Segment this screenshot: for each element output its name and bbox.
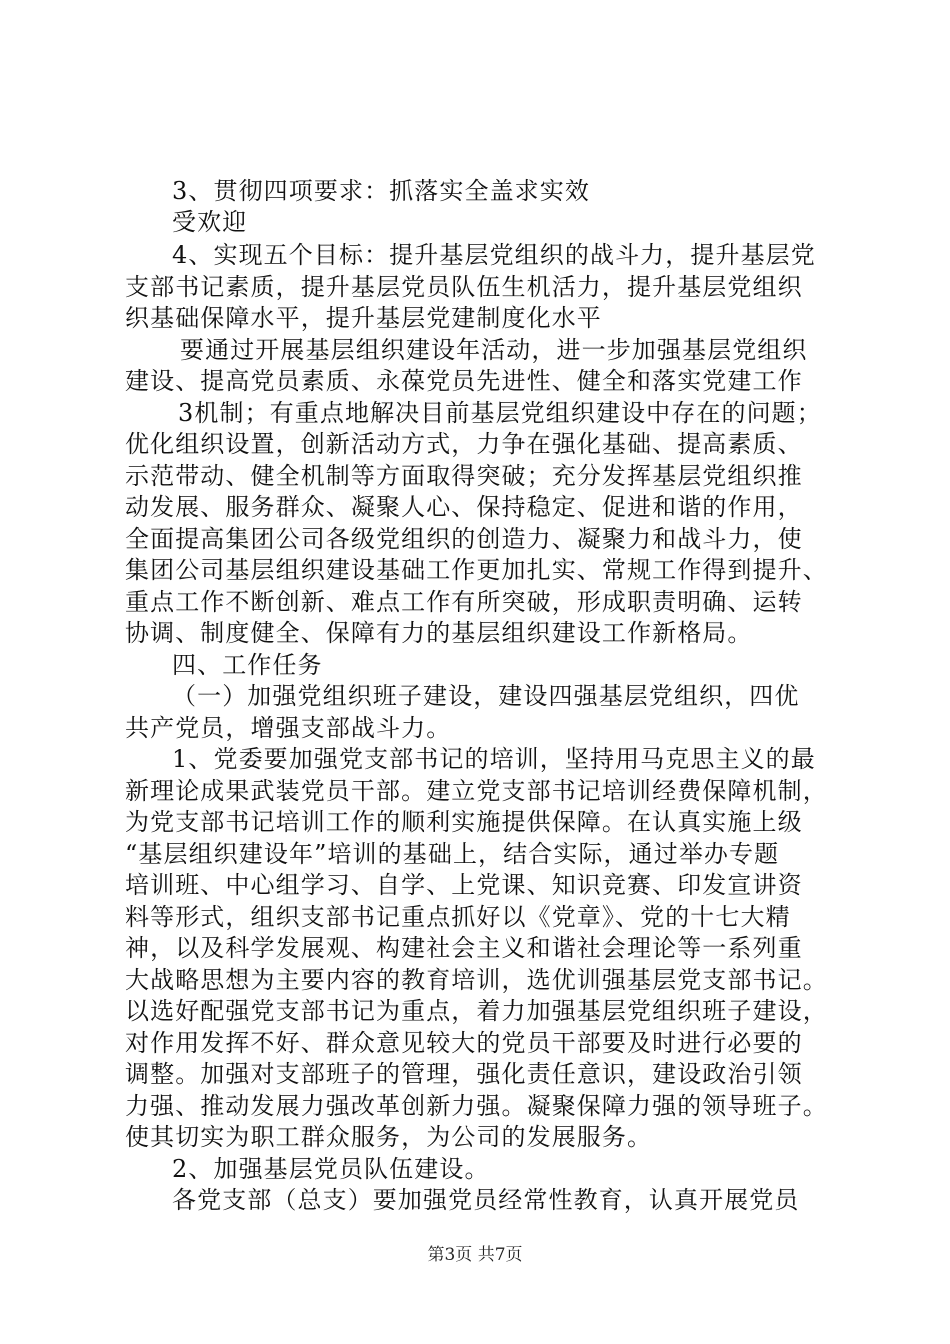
text-line: 3机制；有重点地解决目前基层党组织建设中存在的问题；	[178, 399, 822, 427]
text-line: 2、加强基层党员队伍建设。	[172, 1155, 490, 1183]
text-line: 支部书记素质，提升基层党员队伍生机活力，提升基层党组织	[125, 273, 803, 301]
text-line: （一）加强党组织班子建设，建设四强基层党组织，四优	[172, 682, 800, 710]
text-line: 全面提高集团公司各级党组织的创造力、凝聚力和战斗力，使	[125, 525, 803, 553]
text-line: 新理论成果武装党员干部。建立党支部书记培训经费保障机制，	[125, 777, 828, 805]
text-line: 料等形式，组织支部书记重点抓好以《党章》、党的十七大精	[125, 903, 791, 931]
text-line: 协调、制度健全、保障有力的基层组织建设工作新格局。	[125, 619, 753, 647]
text-line: 示范带动、健全机制等方面取得突破；充分发挥基层党组织推	[125, 462, 803, 490]
text-line: 建设、提高党员素质、永葆党员先进性、健全和落实党建工作	[125, 367, 803, 395]
text-line: 各党支部（总支）要加强党员经常性教育，认真开展党员	[172, 1186, 800, 1214]
text-line: 神，以及科学发展观、构建社会主义和谐社会理论等一系列重	[125, 934, 803, 962]
text-line: 动发展、服务群众、凝聚人心、保持稳定、促进和谐的作用，	[125, 493, 803, 521]
text-line: “基层组织建设年”培训的基础上，结合实际，通过举办专题	[125, 840, 780, 868]
text-line: 大战略思想为主要内容的教育培训，选优训强基层党支部书记。	[125, 966, 828, 994]
text-line: 调整。加强对支部班子的管理，强化责任意识，建设政治引领	[125, 1060, 803, 1088]
text-line: 要通过开展基层组织建设年活动，进一步加强基层党组织	[180, 336, 808, 364]
text-line: 以选好配强党支部书记为重点，着力加强基层党组织班子建设，	[125, 997, 828, 1025]
section-heading: 四、工作任务	[172, 651, 323, 679]
text-line: 力强、推动发展力强改革创新力强。凝聚保障力强的领导班子。	[125, 1092, 828, 1120]
text-line: 集团公司基层组织建设基础工作更加扎实、常规工作得到提升、	[125, 556, 828, 584]
text-line: 1、党委要加强党支部书记的培训，坚持用马克思主义的最	[172, 745, 816, 773]
text-line: 受欢迎	[172, 208, 248, 236]
text-line: 4、实现五个目标：提升基层党组织的战斗力，提升基层党	[172, 241, 816, 269]
text-line: 对作用发挥不好、群众意见较大的党员干部要及时进行必要的	[125, 1029, 803, 1057]
text-line: 织基础保障水平，提升基层党建制度化水平	[125, 304, 602, 332]
text-line: 3、贯彻四项要求：抓落实全盖求实效	[172, 177, 590, 205]
text-line: 使其切实为职工群众服务，为公司的发展服务。	[125, 1123, 653, 1151]
text-line: 为党支部书记培训工作的顺利实施提供保障。在认真实施上级	[125, 808, 803, 836]
text-line: 培训班、中心组学习、自学、上党课、知识竞赛、印发宣讲资	[125, 871, 803, 899]
text-line: 优化组织设置，创新活动方式，力争在强化基础、提高素质、	[125, 430, 803, 458]
text-line: 重点工作不断创新、难点工作有所突破，形成职责明确、运转	[125, 588, 803, 616]
page-footer: 第3页 共7页	[427, 1245, 523, 1265]
text-line: 共产党员，增强支部战斗力。	[125, 714, 452, 742]
